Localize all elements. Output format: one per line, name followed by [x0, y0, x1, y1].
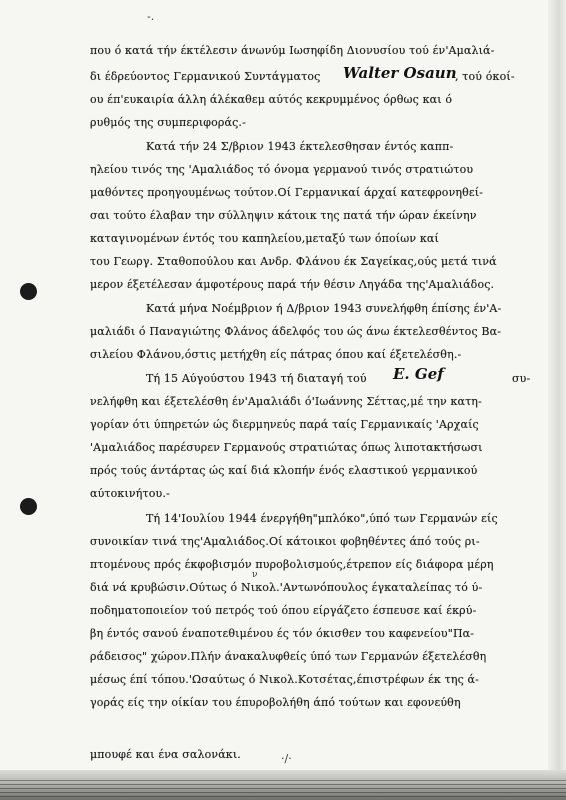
- text-line: που ό κατά τήν έκτέλεσιν άνωνύμ Ιωσηφίδη Διονυσίου τού έν'Αμαλιά-: [90, 44, 495, 57]
- text-line: σαι τούτο έλαβαν την σύλληψιν κάτοικ της πατά τήν ώραν έκείνην: [90, 209, 477, 222]
- text-line: καταγινομένων έντός του καπηλείου,μεταξύ των όποίων καί: [90, 232, 439, 245]
- text-line: σιλείου Φλάνου,όστις μετήχθη είς πάτρας όπου καί έξετελέσθη.-: [90, 348, 462, 361]
- text-line: μπουφέ και ένα σαλονάκι.: [90, 748, 241, 761]
- scan-edge-lines: [0, 780, 566, 800]
- text-line: του Γεωργ. Σταθοπούλου και Ανδρ. Φλάνου έκ Σαγείκας,ούς μετά τινά: [90, 255, 497, 268]
- text-line: ποδηματοποιείον τού πετρός τού όπου είργάζετο έσπευσε καί έκρύ-: [90, 604, 477, 617]
- bottom-mark: ·/·: [281, 752, 292, 765]
- text-line: γοράς είς την οίκίαν του έπυροβολήθη άπό τούτων και εφονεύθη: [90, 696, 461, 709]
- text-line: Κατά μήνα Νοέμβριον ή Δ/βριον 1943 συνελήφθη έπίσης έν'Α-: [146, 302, 502, 315]
- text-line: 'Αμαλιάδος παρέσυρεν Γερμανούς στρατιώτας όπως λιποτακτήσωσι: [90, 441, 483, 454]
- text-line: Τή 15 Αύγούστου 1943 τή διαταγή τού: [146, 372, 367, 385]
- interlinear-mark: ν: [252, 570, 258, 580]
- punch-hole-upper: [20, 283, 37, 300]
- text-line: ράδεισος" χώρον.Πλήν άνακαλυφθείς ύπό των Γερμανών έξετελέσθη: [90, 650, 487, 663]
- text-line: βη έντός σανού έναποτεθιμένου ές τόν όκισθεν του καφενείου"Πα-: [90, 627, 475, 640]
- text-line: νελήφθη και έξετελέσθη έν'Αμαλιάδι ό'Ιωάννης Σέττας,μέ την κατη-: [90, 395, 482, 408]
- text-line: γορίαν ότι ύπηρετών ώς διερμηνεύς παρά ταίς Γερμανικαίς 'Αρχαίς: [90, 418, 479, 431]
- text-line: , τού όκοί-: [455, 70, 515, 83]
- text-line: μερον έξετέλεσαν άμφοτέρους παρά τήν θέσιν Ληγάδα της'Αμαλιάδος.: [90, 278, 495, 291]
- text-line: ου έπ'ευκαιρία άλλη άλέκαθεμ αύτός κεκρυμμένος όρθως και ό: [90, 93, 453, 106]
- text-line: Κατά τήν 24 Σ/βριον 1943 έκτελεσθησαν έντός καππ-: [146, 140, 454, 153]
- punch-hole-lower: [20, 498, 37, 515]
- text-line: μέσως έπί τόπου.'Ωσαύτως ό Νικολ.Κοτσέτας,έπιστρέφων έκ της ά-: [90, 673, 479, 686]
- text-line: δι έδρεύοντος Γερμανικού Συντάγματος: [90, 70, 321, 83]
- text-line: συνοικίαν τινά της'Αμαλιάδος.Οί κάτοικοι φοβηθέντες άπό τούς ρι-: [90, 535, 480, 548]
- handwritten-officer-name: E. Gef: [393, 365, 444, 383]
- text-line: πτομένους πρός έκφοβισμόν πυροβολισμούς,έτρεπον είς διάφορα μέρη: [90, 558, 494, 571]
- text-line: μαθόντες προηγουμένως τούτον.Οί Γερμανικαί άρχαί κατεφρονηθεί-: [90, 186, 484, 199]
- text-line: πρός τούς άντάρτας ώς καί διά κλοπήν ένός ελαστικού γερμανικού: [90, 464, 478, 477]
- handwritten-regiment-name: Walter Osaun: [343, 64, 457, 82]
- text-line: συ-: [512, 372, 531, 385]
- text-line: Τή 14'Ιουλίου 1944 ένεργήθη"μπλόκο",ύπό των Γερμανών είς: [146, 512, 498, 525]
- text-line: μαλιάδι ό Παναγιώτης Φλάνος άδελφός του ώς άνω έκτελεσθέντος Βα-: [90, 325, 502, 338]
- text-line: ρυθμός της συμπεριφοράς.-: [90, 116, 246, 129]
- page-edge: [548, 0, 566, 800]
- text-line: διά νά κρυβώσιν.Ούτως ό Νικολ.'Αντωνόπουλος έγκαταλείπας τό ύ-: [90, 581, 483, 594]
- top-mark: -.: [147, 10, 155, 23]
- text-line: ηλείου τινός της 'Αμαλιάδος τό όνομα γερμανού τινός στρατιώτου: [90, 163, 474, 176]
- text-line: αύτοκινήτου.-: [90, 487, 170, 500]
